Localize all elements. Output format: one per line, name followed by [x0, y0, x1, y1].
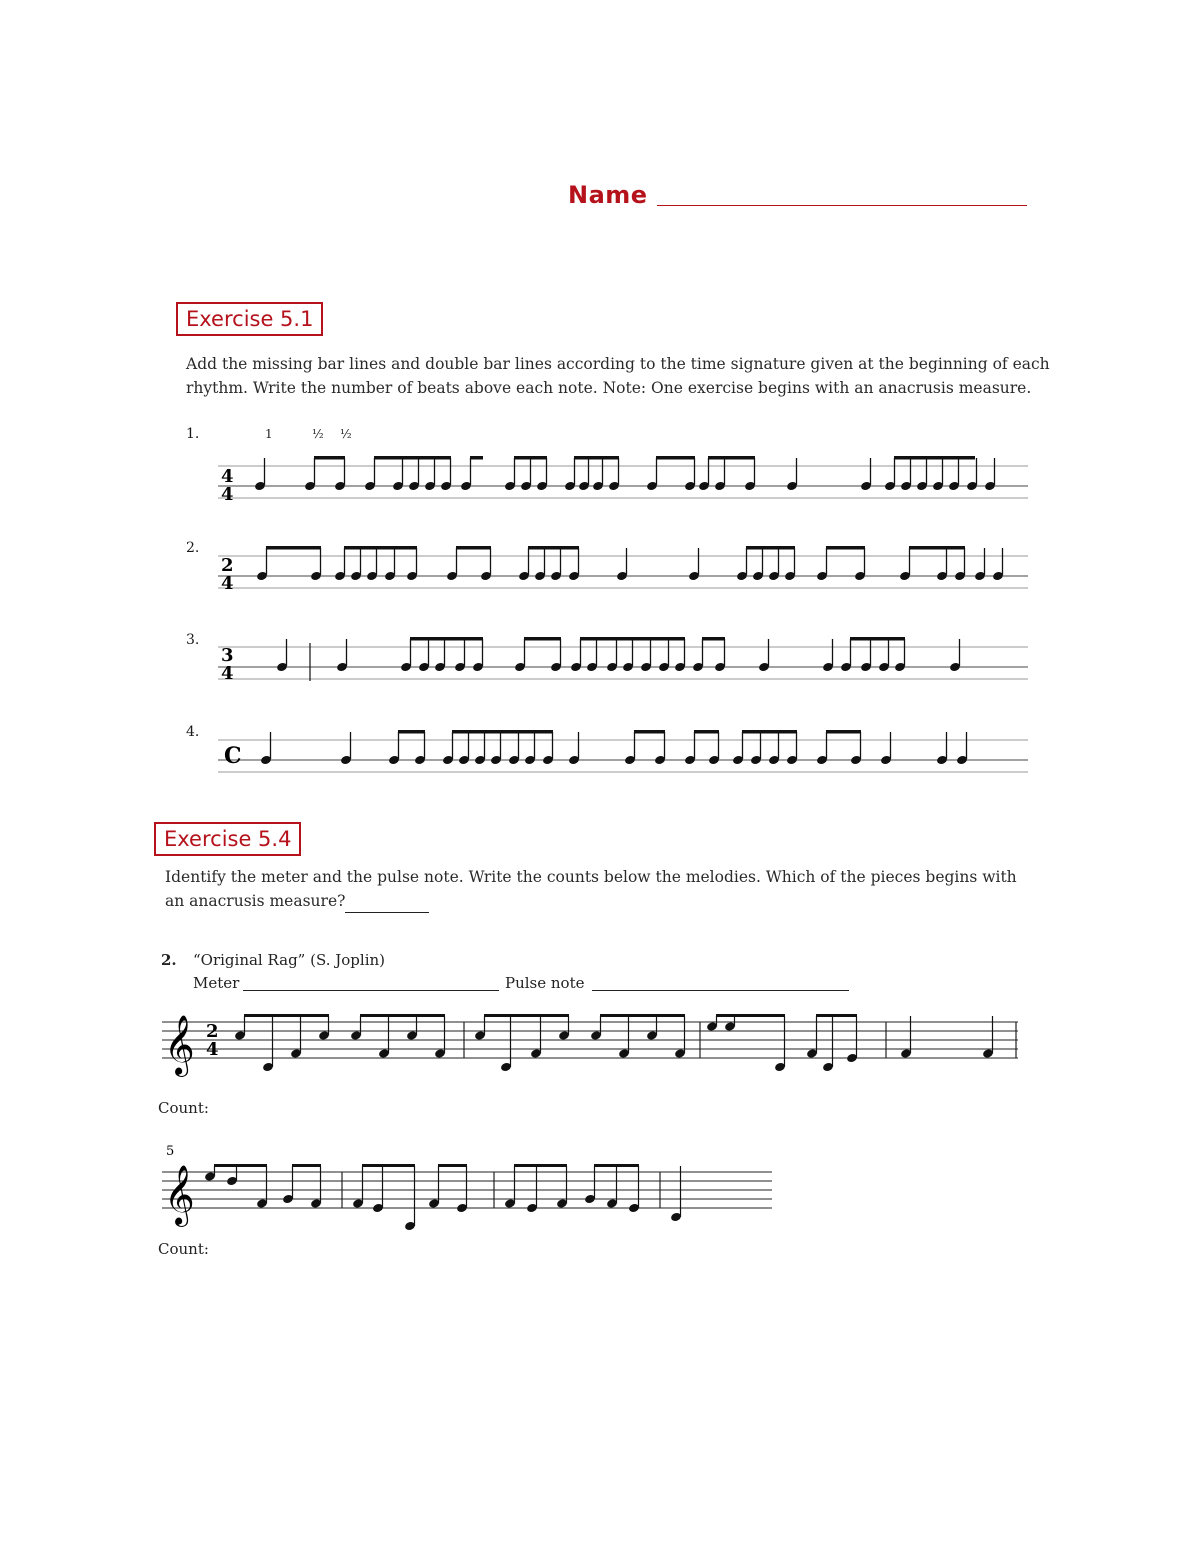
rhythm-3-ts-bottom: 4 — [221, 663, 234, 684]
exercise-5-1-instructions-line1: Add the missing bar lines and double bar lines according to the time signature given at the beginning of each — [186, 355, 1050, 373]
melody-system-2-treble-clef: 𝄞 — [164, 1165, 195, 1225]
exercise-5-4-instructions-line2-wrap — [165, 889, 429, 913]
pulse-note-label: Pulse note — [505, 974, 585, 992]
rhythm-4-beam — [742, 730, 797, 734]
rhythm-3-beam — [410, 637, 483, 641]
exercise-5-4-title: Exercise 5.4 — [154, 822, 301, 856]
measure-number-5: 5 — [166, 1144, 175, 1159]
melody-system-2-beam — [214, 1164, 267, 1167]
rhythm-2-beam — [909, 546, 965, 550]
melody-system-1-beam — [484, 1014, 569, 1017]
pulse-note-answer-blank[interactable] — [592, 974, 849, 991]
rhythm-2-beam — [528, 546, 579, 550]
rhythm-1-beam — [314, 456, 345, 460]
rhythm-2-beam — [826, 546, 865, 550]
melody-system-2-beam — [292, 1164, 321, 1167]
rhythm-4-ts-common: C — [224, 743, 242, 769]
meter-answer-blank[interactable] — [243, 974, 499, 991]
melody-system-2-beam — [594, 1164, 639, 1167]
rhythm-2-beam — [266, 546, 321, 550]
rhythm-1-number: 1. — [186, 426, 200, 442]
melody-system-1-beam — [816, 1014, 857, 1017]
rhythm-4-beam — [398, 730, 425, 734]
exercise-5-1-title: Exercise 5.1 — [176, 302, 323, 336]
rhythm-1-ts-bottom: 4 — [221, 484, 234, 505]
melody-system-1-beam — [600, 1014, 685, 1017]
rhythm-1-ts-top: 4 — [221, 466, 234, 487]
rhythm-1-beam — [470, 456, 483, 460]
rhythm-2-beam — [746, 546, 795, 550]
melody-staves — [0, 1000, 1200, 1260]
rhythm-1-beam — [656, 456, 695, 460]
melody-system-1-treble-clef: 𝄞 — [164, 1015, 195, 1075]
rhythm-1-beam — [514, 456, 547, 460]
rhythm-3-beam — [702, 637, 725, 641]
melody-ts-bottom: 4 — [206, 1039, 219, 1060]
melody-system-1-beam — [360, 1014, 445, 1017]
piece-title: “Original Rag” (S. Joplin) — [193, 951, 386, 969]
rhythm-3-beam — [850, 637, 905, 641]
piece-number: 2. — [161, 951, 177, 969]
rhythm-3-number: 3. — [186, 632, 200, 648]
meter-label: Meter — [193, 974, 240, 992]
rhythm-1-beam — [574, 456, 619, 460]
rhythm-2-ts-bottom: 4 — [221, 573, 234, 594]
rhythm-1-beam — [374, 456, 451, 460]
rhythm-1-beam — [894, 456, 975, 460]
rhythm-3-beam — [580, 637, 685, 641]
rhythm-2-ts-top: 2 — [221, 555, 234, 576]
beat-example-2: ½ — [312, 427, 324, 441]
rhythm-2-number: 2. — [186, 540, 200, 556]
rhythm-1-beam — [708, 456, 755, 460]
rhythm-4-beam — [634, 730, 665, 734]
rhythm-2-beam — [344, 546, 417, 550]
rhythm-3-ts-top: 3 — [221, 645, 234, 666]
count-label-2: Count: — [158, 1240, 209, 1258]
rhythm-4-beam — [826, 730, 861, 734]
beat-example-3: ½ — [340, 427, 352, 441]
rhythm-4-number: 4. — [186, 724, 200, 740]
rhythm-3-beam — [524, 637, 561, 641]
exercise-5-1-instructions-line2: rhythm. Write the number of beats above each note. Note: One exercise begins with an anacrusis measure. — [186, 379, 1032, 397]
melody-system-2-beam — [362, 1164, 415, 1167]
melody-system-2-beam — [514, 1164, 567, 1167]
exercise-5-4-instructions-line1: Identify the meter and the pulse note. Write the counts below the melodies. Which of the pieces begins with — [165, 868, 1017, 886]
rhythm-4-beam — [694, 730, 719, 734]
name-label: Name — [568, 181, 648, 209]
count-label-1: Count: — [158, 1099, 209, 1117]
exercise-5-4-instructions-line2: an anacrusis measure? — [165, 892, 346, 910]
melody-system-1-beam — [716, 1014, 785, 1017]
rhythm-4-beam — [452, 730, 553, 734]
anacrusis-answer-blank[interactable] — [345, 896, 429, 913]
melody-system-1-beam — [244, 1014, 329, 1017]
melody-ts-top: 2 — [206, 1021, 219, 1042]
melody-system-2-beam — [438, 1164, 467, 1167]
beat-example-1: 1 — [265, 427, 273, 441]
rhythm-2-beam — [456, 546, 491, 550]
